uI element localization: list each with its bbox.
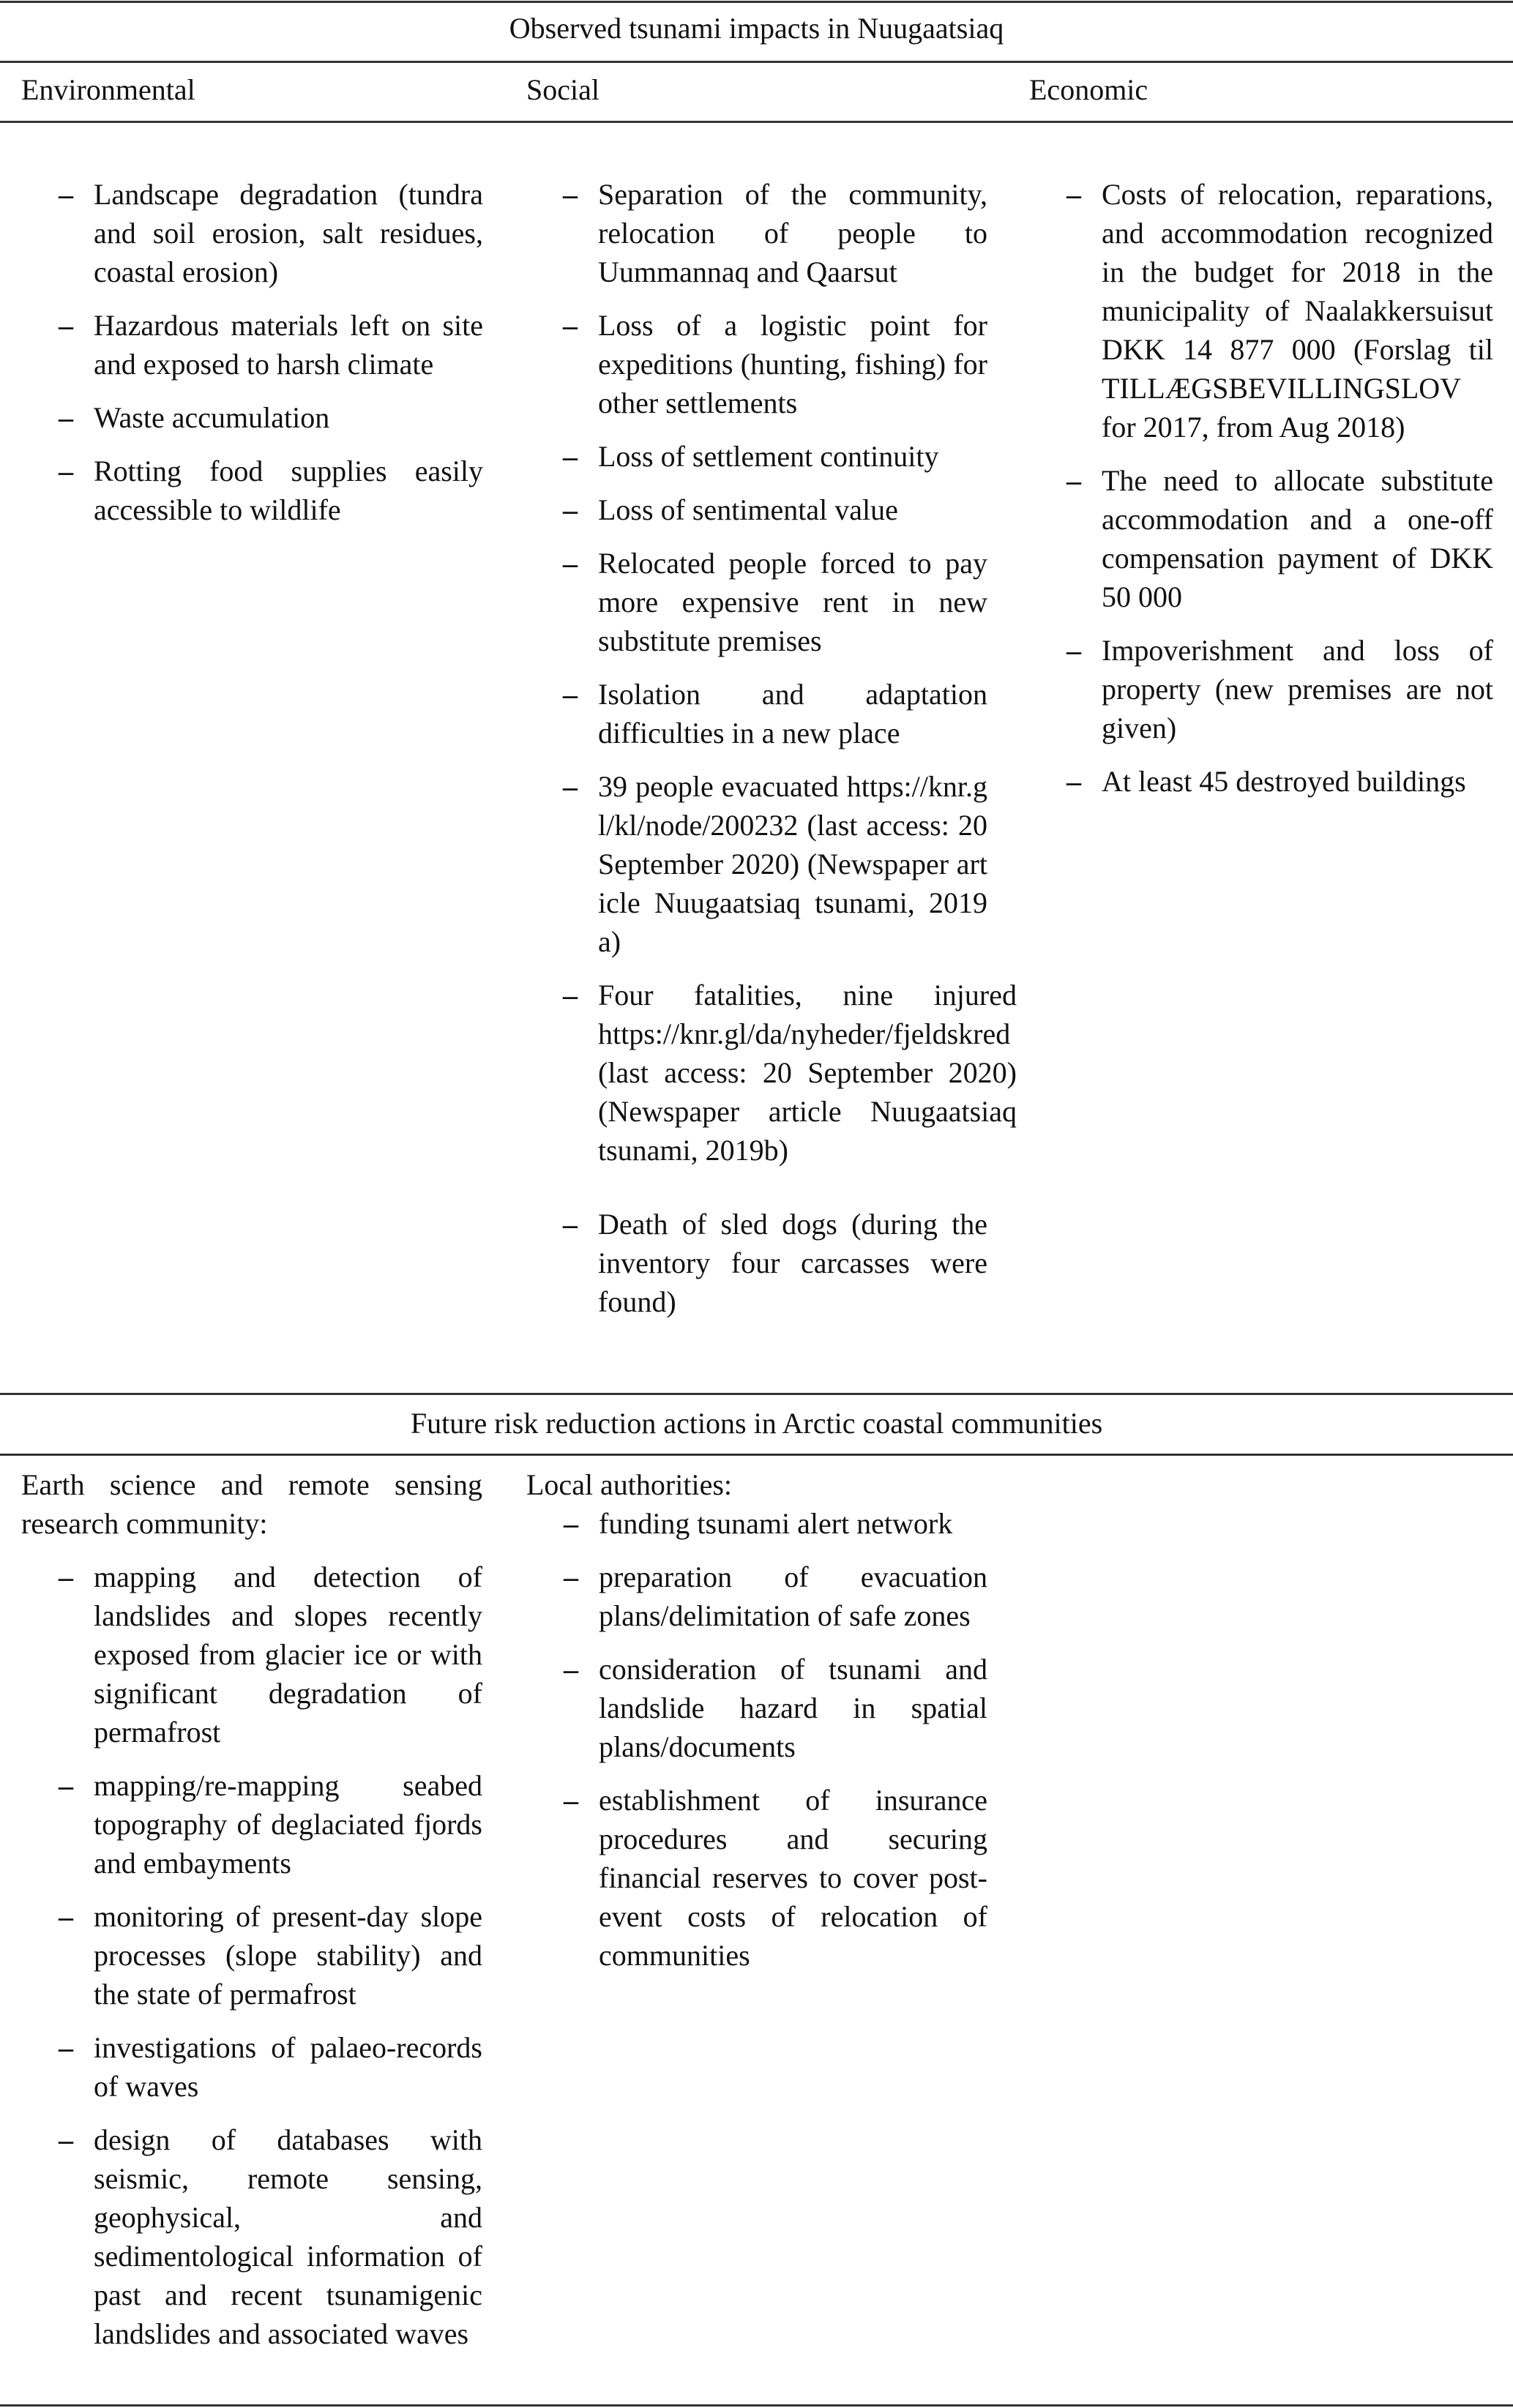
dash-bullet-icon: – bbox=[1066, 634, 1081, 667]
list-item: – design of databases with seismic, remote sensing, geophysical, and sedimentological information of past and recent tsunamigenic landslides and associated waves bbox=[94, 2120, 482, 2353]
dash-bullet-icon: – bbox=[563, 979, 578, 1012]
list-item: – Loss of settlement continuity bbox=[598, 437, 987, 476]
list-item: – preparation of evacuation plans/delimitation of safe zones bbox=[599, 1558, 987, 1635]
social-column bbox=[563, 175, 1017, 1336]
social-list bbox=[563, 175, 1017, 1321]
dash-bullet-icon: – bbox=[1066, 765, 1081, 798]
list-item: – Four fatalities, nine injured https://knr.gl/da/nyheder/fjeldskred (last access: 20 September 2020) (Newspaper article Nuugaatsiaq tsunami, 2019b) bbox=[598, 976, 987, 1170]
dash-bullet-icon: – bbox=[59, 1560, 73, 1593]
dash-bullet-icon: – bbox=[564, 1507, 578, 1540]
dash-bullet-icon: – bbox=[563, 309, 578, 342]
dash-bullet-icon: – bbox=[563, 178, 578, 211]
section-rule-top bbox=[0, 1393, 1513, 1395]
list-item: – consideration of tsunami and landslide hazard in spatial plans/documents bbox=[599, 1650, 987, 1766]
dash-bullet-icon: – bbox=[59, 2031, 73, 2064]
dash-bullet-icon: – bbox=[563, 493, 578, 526]
dash-bullet-icon: – bbox=[563, 678, 578, 711]
list-item: – establishment of insurance procedures and securing financial reserves to cover post-event costs of relocation of communities bbox=[599, 1781, 987, 1975]
list-item: – Relocated people forced to pay more expensive rent in new substitute premises bbox=[598, 544, 987, 660]
list-item: – Hazardous materials left on site and exposed to harsh climate bbox=[94, 306, 483, 384]
list-item: – Isolation and adaptation difficulties in a new place bbox=[598, 675, 987, 752]
column-header-economic: Economic bbox=[1029, 73, 1148, 106]
list-item: – investigations of palaeo-records of waves bbox=[94, 2028, 482, 2106]
list-item: – Loss of a logistic point for expeditions (hunting, fishing) for other settlements bbox=[598, 306, 987, 422]
list-item: – Waste accumulation bbox=[94, 398, 483, 437]
dash-bullet-icon: – bbox=[564, 1653, 578, 1686]
dash-bullet-icon: – bbox=[563, 770, 578, 803]
list-item: – Death of sled dogs (during the inventory four carcasses were found) bbox=[598, 1205, 987, 1321]
dash-bullet-icon: – bbox=[59, 178, 73, 211]
dash-bullet-icon: – bbox=[1066, 178, 1081, 211]
list-item: – Landscape degradation (tundra and soil erosion, salt residues, coastal erosion) bbox=[94, 175, 483, 291]
dash-bullet-icon: – bbox=[59, 1900, 73, 1933]
list-item: – mapping and detection of landslides and slopes recently exposed from glacier ice or with significant degradation of permafrost bbox=[94, 1558, 482, 1751]
dash-bullet-icon: – bbox=[563, 440, 578, 473]
column-header-environmental: Environmental bbox=[21, 73, 195, 106]
list-item: – At least 45 destroyed buildings bbox=[1102, 762, 1493, 801]
section-rule-bottom bbox=[0, 1454, 1513, 1456]
dash-bullet-icon: – bbox=[564, 1784, 578, 1817]
list-item: – Costs of relocation, reparations, and accommodation recognized in the budget for 2018 in the municipality of Naalakkersuisut DKK 14 877 000 (Forslag til TILLÆGSBEVILLINGSLOV for 2017, from Aug 2018) bbox=[1102, 175, 1493, 446]
list-item: – mapping/re-mapping seabed topography of deglaciated fjords and embayments bbox=[94, 1766, 482, 1882]
group-label-earth-science: Earth science and remote sensing research community: bbox=[21, 1468, 482, 1540]
dash-bullet-icon: – bbox=[59, 2123, 73, 2156]
header-rule bbox=[0, 121, 1513, 123]
earth-science-group bbox=[21, 1465, 482, 2368]
dash-bullet-icon: – bbox=[59, 309, 73, 342]
environmental-column bbox=[59, 175, 483, 544]
dash-bullet-icon: – bbox=[564, 1560, 578, 1593]
top-rule bbox=[0, 1, 1513, 3]
dash-bullet-icon: – bbox=[563, 547, 578, 580]
environmental-list bbox=[59, 175, 483, 529]
local-authorities-group bbox=[526, 1465, 987, 1989]
group-label-local-authorities: Local authorities: bbox=[526, 1468, 733, 1501]
section1-title: Observed tsunami impacts in Nuugaatsiaq bbox=[509, 12, 1004, 45]
earth-science-list bbox=[59, 1558, 482, 2353]
list-item: – 39 people evacuated https://knr.gl/kl/node/200232 (last access: 20 September 2020) (Newspaper article Nuugaatsiaq tsunami, 2019a) bbox=[598, 767, 987, 961]
dash-bullet-icon: – bbox=[59, 401, 73, 434]
local-authorities-list bbox=[564, 1504, 987, 1975]
list-item: – monitoring of present-day slope processes (slope stability) and the state of permafrost bbox=[94, 1897, 482, 2013]
list-item: – Rotting food supplies easily accessible to wildlife bbox=[94, 452, 483, 529]
list-item: – funding tsunami alert network bbox=[599, 1504, 987, 1543]
dash-bullet-icon: – bbox=[563, 1208, 578, 1241]
list-item: – Separation of the community, relocation of people to Uummannaq and Qaarsut bbox=[598, 175, 987, 291]
dash-bullet-icon: – bbox=[59, 1769, 73, 1802]
economic-list bbox=[1066, 175, 1493, 801]
section2-title: Future risk reduction actions in Arctic coastal communities bbox=[410, 1407, 1103, 1440]
list-item: – Impoverishment and loss of property (new premises are not given) bbox=[1102, 631, 1493, 747]
column-header-social: Social bbox=[526, 73, 599, 106]
dash-bullet-icon: – bbox=[59, 455, 73, 487]
title-rule bbox=[0, 61, 1513, 63]
list-item: – The need to allocate substitute accommodation and a one-off compensation payment of DKK 50 000 bbox=[1102, 461, 1493, 616]
list-item: – Loss of sentimental value bbox=[598, 490, 987, 529]
bottom-rule bbox=[0, 2404, 1513, 2407]
dash-bullet-icon: – bbox=[1066, 464, 1081, 497]
economic-column bbox=[1066, 175, 1493, 815]
